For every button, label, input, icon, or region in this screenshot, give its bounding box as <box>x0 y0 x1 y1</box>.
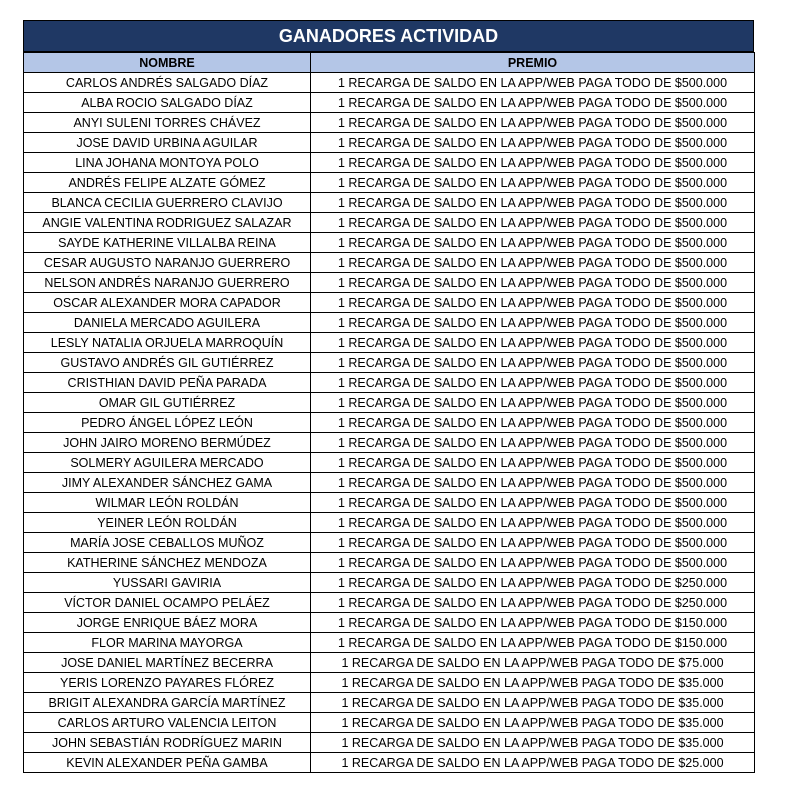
winner-name-cell: MARÍA JOSE CEBALLOS MUÑOZ <box>24 533 311 553</box>
prize-cell: 1 RECARGA DE SALDO EN LA APP/WEB PAGA TODO DE $500.000 <box>311 453 755 473</box>
table-row <box>24 173 755 193</box>
winner-name-cell: GUSTAVO ANDRÉS GIL GUTIÉRREZ <box>24 353 311 373</box>
table-row <box>24 313 755 333</box>
table-row <box>24 713 755 733</box>
winner-name-cell: YUSSARI GAVIRIA <box>24 573 311 593</box>
table-row <box>24 373 755 393</box>
winner-name-cell: YEINER LEÓN ROLDÁN <box>24 513 311 533</box>
prize-cell: 1 RECARGA DE SALDO EN LA APP/WEB PAGA TODO DE $500.000 <box>311 513 755 533</box>
table-row <box>24 473 755 493</box>
winner-name-cell: JOSE DANIEL MARTÍNEZ BECERRA <box>24 653 311 673</box>
winner-name-cell: OMAR GIL GUTIÉRREZ <box>24 393 311 413</box>
winner-name-cell: SOLMERY AGUILERA MERCADO <box>24 453 311 473</box>
prize-cell: 1 RECARGA DE SALDO EN LA APP/WEB PAGA TODO DE $500.000 <box>311 253 755 273</box>
prize-cell: 1 RECARGA DE SALDO EN LA APP/WEB PAGA TODO DE $500.000 <box>311 333 755 353</box>
prize-cell: 1 RECARGA DE SALDO EN LA APP/WEB PAGA TODO DE $500.000 <box>311 233 755 253</box>
winner-name-cell: OSCAR ALEXANDER MORA CAPADOR <box>24 293 311 313</box>
table-row <box>24 393 755 413</box>
winner-name-cell: JORGE ENRIQUE BÁEZ MORA <box>24 613 311 633</box>
winner-name-cell: ALBA ROCIO SALGADO DÍAZ <box>24 93 311 113</box>
table-row <box>24 273 755 293</box>
prize-cell: 1 RECARGA DE SALDO EN LA APP/WEB PAGA TODO DE $500.000 <box>311 493 755 513</box>
prize-cell: 1 RECARGA DE SALDO EN LA APP/WEB PAGA TODO DE $500.000 <box>311 133 755 153</box>
table-row <box>24 353 755 373</box>
winner-name-cell: CARLOS ANDRÉS SALGADO DÍAZ <box>24 73 311 93</box>
table-row <box>24 573 755 593</box>
prize-cell: 1 RECARGA DE SALDO EN LA APP/WEB PAGA TODO DE $500.000 <box>311 213 755 233</box>
prize-cell: 1 RECARGA DE SALDO EN LA APP/WEB PAGA TODO DE $500.000 <box>311 413 755 433</box>
prize-cell: 1 RECARGA DE SALDO EN LA APP/WEB PAGA TODO DE $500.000 <box>311 113 755 133</box>
prize-cell: 1 RECARGA DE SALDO EN LA APP/WEB PAGA TODO DE $500.000 <box>311 533 755 553</box>
winner-name-cell: LESLY NATALIA ORJUELA MARROQUÍN <box>24 333 311 353</box>
prize-cell: 1 RECARGA DE SALDO EN LA APP/WEB PAGA TODO DE $500.000 <box>311 93 755 113</box>
table-row <box>24 93 755 113</box>
winner-name-cell: JIMY ALEXANDER SÁNCHEZ GAMA <box>24 473 311 493</box>
prize-cell: 1 RECARGA DE SALDO EN LA APP/WEB PAGA TODO DE $500.000 <box>311 393 755 413</box>
prize-cell: 1 RECARGA DE SALDO EN LA APP/WEB PAGA TODO DE $500.000 <box>311 353 755 373</box>
table-body <box>24 73 755 773</box>
prize-cell: 1 RECARGA DE SALDO EN LA APP/WEB PAGA TODO DE $500.000 <box>311 473 755 493</box>
prize-cell: 1 RECARGA DE SALDO EN LA APP/WEB PAGA TODO DE $25.000 <box>311 753 755 773</box>
table-row <box>24 213 755 233</box>
prize-cell: 1 RECARGA DE SALDO EN LA APP/WEB PAGA TODO DE $500.000 <box>311 293 755 313</box>
winner-name-cell: FLOR MARINA MAYORGA <box>24 633 311 653</box>
prize-cell: 1 RECARGA DE SALDO EN LA APP/WEB PAGA TODO DE $500.000 <box>311 273 755 293</box>
winner-name-cell: ANDRÉS FELIPE ALZATE GÓMEZ <box>24 173 311 193</box>
winner-name-cell: ANYI SULENI TORRES CHÁVEZ <box>24 113 311 133</box>
winner-name-cell: SAYDE KATHERINE VILLALBA REINA <box>24 233 311 253</box>
table-row <box>24 553 755 573</box>
prize-cell: 1 RECARGA DE SALDO EN LA APP/WEB PAGA TODO DE $35.000 <box>311 693 755 713</box>
column-header-premio: PREMIO <box>311 53 755 73</box>
winner-name-cell: CARLOS ARTURO VALENCIA LEITON <box>24 713 311 733</box>
table-row <box>24 673 755 693</box>
table-row <box>24 693 755 713</box>
table-row <box>24 733 755 753</box>
prize-cell: 1 RECARGA DE SALDO EN LA APP/WEB PAGA TODO DE $500.000 <box>311 433 755 453</box>
winner-name-cell: CRISTHIAN DAVID PEÑA PARADA <box>24 373 311 393</box>
winner-name-cell: DANIELA MERCADO AGUILERA <box>24 313 311 333</box>
winner-name-cell: JOHN JAIRO MORENO BERMÚDEZ <box>24 433 311 453</box>
table-row <box>24 133 755 153</box>
prize-cell: 1 RECARGA DE SALDO EN LA APP/WEB PAGA TODO DE $500.000 <box>311 73 755 93</box>
table-row <box>24 433 755 453</box>
winners-table <box>23 52 755 773</box>
table-row <box>24 513 755 533</box>
prize-cell: 1 RECARGA DE SALDO EN LA APP/WEB PAGA TODO DE $150.000 <box>311 633 755 653</box>
table-row <box>24 253 755 273</box>
winner-name-cell: PEDRO ÁNGEL LÓPEZ LEÓN <box>24 413 311 433</box>
prize-cell: 1 RECARGA DE SALDO EN LA APP/WEB PAGA TODO DE $35.000 <box>311 733 755 753</box>
prize-cell: 1 RECARGA DE SALDO EN LA APP/WEB PAGA TODO DE $35.000 <box>311 713 755 733</box>
prize-cell: 1 RECARGA DE SALDO EN LA APP/WEB PAGA TODO DE $500.000 <box>311 193 755 213</box>
winner-name-cell: KEVIN ALEXANDER PEÑA GAMBA <box>24 753 311 773</box>
winner-name-cell: LINA JOHANA MONTOYA POLO <box>24 153 311 173</box>
table-header-row <box>24 53 755 73</box>
table-row <box>24 593 755 613</box>
winner-name-cell: KATHERINE SÁNCHEZ MENDOZA <box>24 553 311 573</box>
table-row <box>24 73 755 93</box>
table-row <box>24 653 755 673</box>
prize-cell: 1 RECARGA DE SALDO EN LA APP/WEB PAGA TODO DE $500.000 <box>311 373 755 393</box>
table-row <box>24 633 755 653</box>
sheet-title: GANADORES ACTIVIDAD <box>23 20 754 52</box>
prize-cell: 1 RECARGA DE SALDO EN LA APP/WEB PAGA TODO DE $250.000 <box>311 593 755 613</box>
winner-name-cell: NELSON ANDRÉS NARANJO GUERRERO <box>24 273 311 293</box>
prize-cell: 1 RECARGA DE SALDO EN LA APP/WEB PAGA TODO DE $250.000 <box>311 573 755 593</box>
winner-name-cell: VÍCTOR DANIEL OCAMPO PELÁEZ <box>24 593 311 613</box>
prize-cell: 1 RECARGA DE SALDO EN LA APP/WEB PAGA TODO DE $150.000 <box>311 613 755 633</box>
table-row <box>24 233 755 253</box>
column-header-nombre: NOMBRE <box>24 53 311 73</box>
winners-sheet <box>23 20 754 773</box>
table-row <box>24 493 755 513</box>
winner-name-cell: ANGIE VALENTINA RODRIGUEZ SALAZAR <box>24 213 311 233</box>
winner-name-cell: JOHN SEBASTIÁN RODRÍGUEZ MARIN <box>24 733 311 753</box>
table-row <box>24 153 755 173</box>
table-row <box>24 753 755 773</box>
table-row <box>24 293 755 313</box>
table-row <box>24 413 755 433</box>
prize-cell: 1 RECARGA DE SALDO EN LA APP/WEB PAGA TODO DE $500.000 <box>311 553 755 573</box>
table-row <box>24 613 755 633</box>
winner-name-cell: BRIGIT ALEXANDRA GARCÍA MARTÍNEZ <box>24 693 311 713</box>
table-row <box>24 533 755 553</box>
prize-cell: 1 RECARGA DE SALDO EN LA APP/WEB PAGA TODO DE $500.000 <box>311 173 755 193</box>
winner-name-cell: YERIS LORENZO PAYARES FLÓREZ <box>24 673 311 693</box>
winner-name-cell: JOSE DAVID URBINA AGUILAR <box>24 133 311 153</box>
winner-name-cell: CESAR AUGUSTO NARANJO GUERRERO <box>24 253 311 273</box>
table-row <box>24 193 755 213</box>
prize-cell: 1 RECARGA DE SALDO EN LA APP/WEB PAGA TODO DE $500.000 <box>311 313 755 333</box>
prize-cell: 1 RECARGA DE SALDO EN LA APP/WEB PAGA TODO DE $35.000 <box>311 673 755 693</box>
winner-name-cell: BLANCA CECILIA GUERRERO CLAVIJO <box>24 193 311 213</box>
table-row <box>24 453 755 473</box>
winner-name-cell: WILMAR LEÓN ROLDÁN <box>24 493 311 513</box>
table-row <box>24 333 755 353</box>
prize-cell: 1 RECARGA DE SALDO EN LA APP/WEB PAGA TODO DE $75.000 <box>311 653 755 673</box>
table-row <box>24 113 755 133</box>
prize-cell: 1 RECARGA DE SALDO EN LA APP/WEB PAGA TODO DE $500.000 <box>311 153 755 173</box>
